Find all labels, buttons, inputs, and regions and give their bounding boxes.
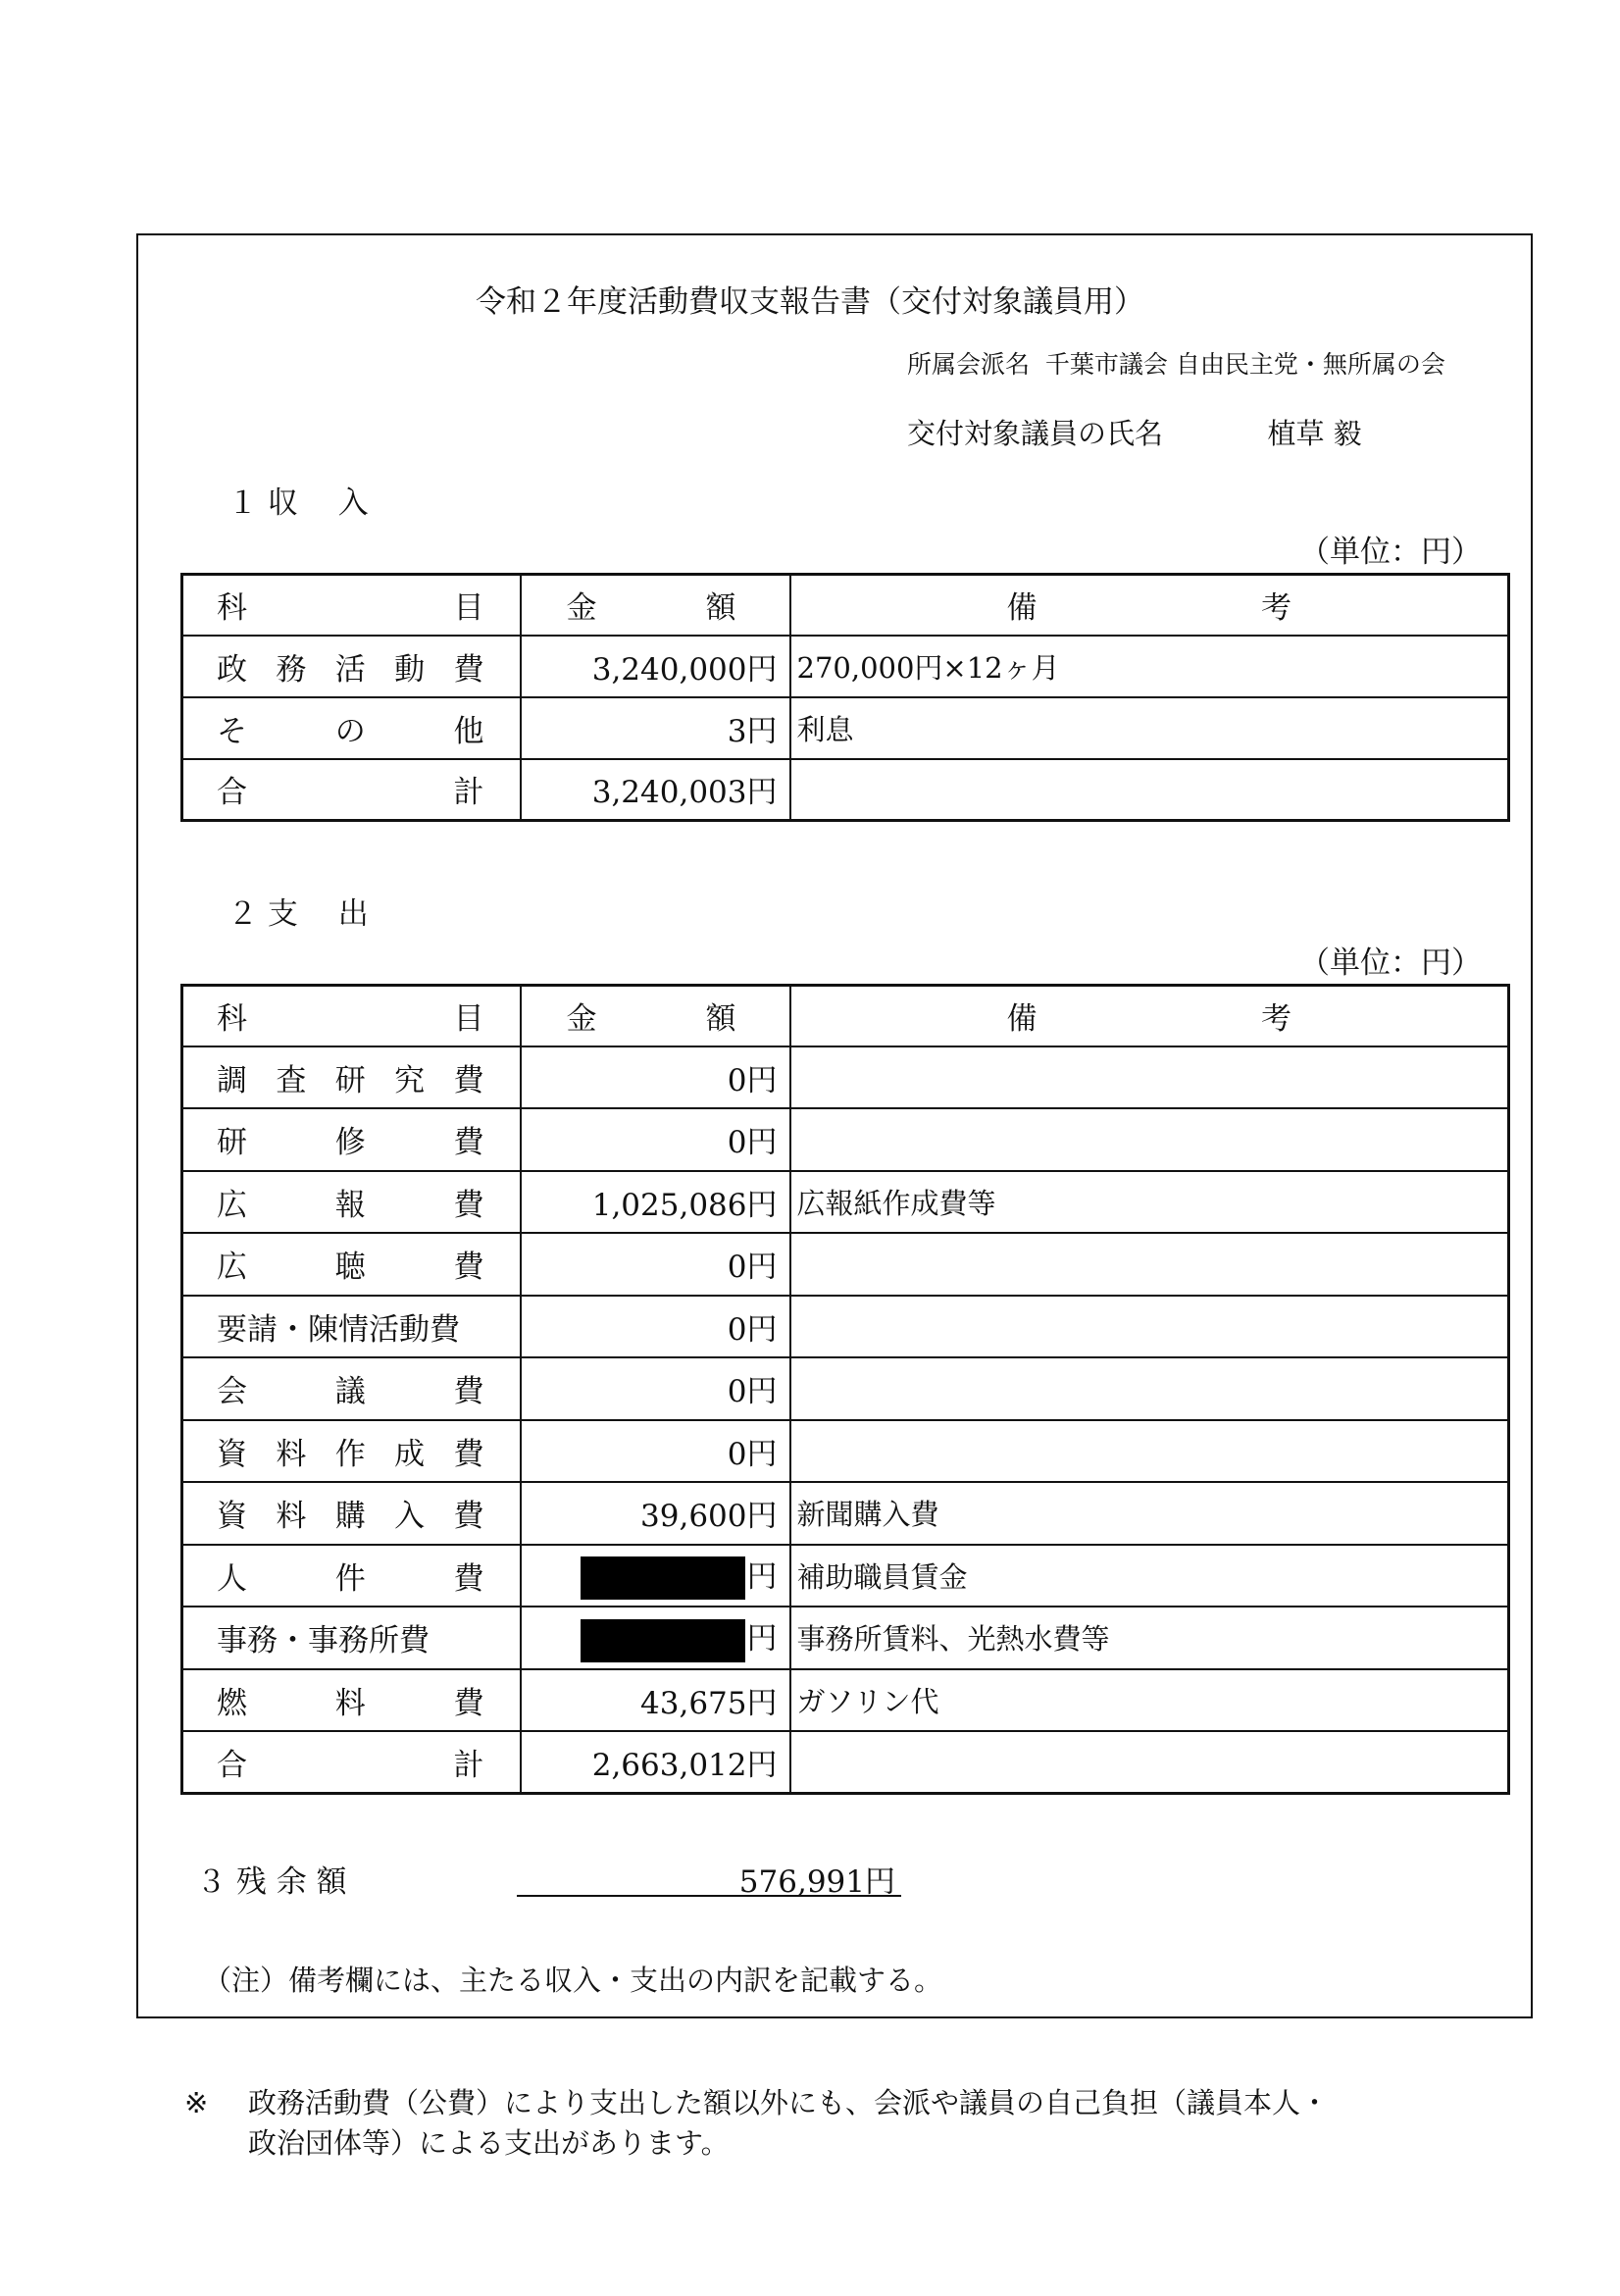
row-remark: 事務所賃料、光熱水費等 <box>790 1607 1509 1669</box>
table-row <box>182 1046 1509 1109</box>
row-remark <box>790 1233 1509 1296</box>
row-subject: 要請・陳情活動費 <box>182 1296 521 1358</box>
row-amount: 39,600円 <box>521 1482 790 1545</box>
row-amount: 3円 <box>521 697 790 759</box>
row-amount: 0円 <box>521 1357 790 1420</box>
row-amount: 3,240,003円 <box>521 759 790 821</box>
row-amount: 0円 <box>521 1233 790 1296</box>
row-remark <box>790 759 1509 821</box>
row-subject: 資料購入費 <box>182 1482 521 1545</box>
row-remark <box>790 1731 1509 1794</box>
row-subject: 会議費 <box>182 1357 521 1420</box>
row-remark: 補助職員賃金 <box>790 1545 1509 1607</box>
row-amount: 2,663,012円 <box>521 1731 790 1794</box>
row-remark <box>790 1046 1509 1109</box>
table-note: （注）備考欄には、主たる収入・支出の内訳を記載する。 <box>203 1964 943 1997</box>
table-row <box>182 1607 1509 1669</box>
table-row <box>182 1420 1509 1483</box>
table-row <box>182 1669 1509 1732</box>
column-header-remark: 備 考 <box>790 986 1509 1046</box>
row-remark: ガソリン代 <box>790 1669 1509 1732</box>
table-row <box>182 1296 1509 1358</box>
row-amount-unit: 円 <box>746 1621 778 1657</box>
row-remark <box>790 1420 1509 1483</box>
report-title: 令和２年度活動費収支報告書（交付対象議員用） <box>476 284 1144 320</box>
table-row <box>182 1357 1509 1420</box>
table-row <box>182 1108 1509 1171</box>
row-remark: 利息 <box>790 697 1509 759</box>
column-header-amount: 金 額 <box>521 575 790 636</box>
row-subject: 広報費 <box>182 1171 521 1234</box>
column-header-subject: 科 目 <box>182 986 521 1046</box>
table-row <box>182 697 1509 759</box>
row-remark: 新聞購入費 <box>790 1482 1509 1545</box>
row-remark: 270,000円×12ヶ月 <box>790 636 1509 697</box>
expense-unit: （単位：円） <box>1299 945 1482 981</box>
table-row <box>182 759 1509 821</box>
row-amount-unit: 円 <box>746 1558 778 1595</box>
row-subject: 合計 <box>182 1731 521 1794</box>
row-amount: 0円 <box>521 1046 790 1109</box>
row-subject: 広聴費 <box>182 1233 521 1296</box>
redaction-block <box>581 1619 745 1662</box>
table-row <box>182 1482 1509 1545</box>
income-unit: （単位：円） <box>1299 535 1482 570</box>
expense-table <box>180 984 1510 1795</box>
row-amount: 0円 <box>521 1108 790 1171</box>
table-row <box>182 1171 1509 1234</box>
balance-label: ３ 残 余 額 <box>196 1864 347 1900</box>
table-row <box>182 636 1509 697</box>
row-amount <box>521 1607 790 1669</box>
row-subject: 事務・事務所費 <box>182 1607 521 1669</box>
faction-value: 千葉市議会 自由民主党・無所属の会 <box>1044 350 1445 379</box>
table-row <box>182 1233 1509 1296</box>
row-remark: 広報紙作成費等 <box>790 1171 1509 1234</box>
member-row <box>907 412 1362 452</box>
faction-row <box>907 345 1445 381</box>
redaction-block <box>581 1556 745 1600</box>
row-amount: 43,675円 <box>521 1669 790 1732</box>
member-label: 交付対象議員の氏名 <box>907 417 1164 450</box>
income-header-row <box>182 575 1509 636</box>
balance-value: 576,991円 <box>738 1864 895 1900</box>
row-subject: 調査研究費 <box>182 1046 521 1109</box>
column-header-subject: 科 目 <box>182 575 521 636</box>
income-heading: １ 収 入 <box>228 485 369 521</box>
footnote-mark: ※ <box>184 2086 209 2119</box>
row-amount: 0円 <box>521 1296 790 1358</box>
row-remark <box>790 1108 1509 1171</box>
row-subject: その他 <box>182 697 521 759</box>
row-amount: 0円 <box>521 1420 790 1483</box>
row-remark <box>790 1357 1509 1420</box>
table-row <box>182 1731 1509 1794</box>
member-name: 植草 毅 <box>1267 417 1362 450</box>
row-amount: 3,240,000円 <box>521 636 790 697</box>
table-row <box>182 1545 1509 1607</box>
income-table <box>180 573 1510 822</box>
balance-underline <box>517 1895 901 1897</box>
row-amount: 1,025,086円 <box>521 1171 790 1234</box>
column-header-amount: 金 額 <box>521 986 790 1046</box>
expense-heading: ２ 支 出 <box>228 896 369 932</box>
row-subject: 合計 <box>182 759 521 821</box>
footnote-line-2: 政治団体等）による支出があります。 <box>248 2126 730 2160</box>
row-subject: 燃料費 <box>182 1669 521 1732</box>
column-header-remark: 備 考 <box>790 575 1509 636</box>
row-remark <box>790 1296 1509 1358</box>
row-subject: 資料作成費 <box>182 1420 521 1483</box>
footnote-line-1: 政務活動費（公費）により支出した額以外にも、会派や議員の自己負担（議員本人・ <box>248 2086 1330 2119</box>
row-subject: 研修費 <box>182 1108 521 1171</box>
row-subject: 人件費 <box>182 1545 521 1607</box>
row-subject: 政務活動費 <box>182 636 521 697</box>
row-amount <box>521 1545 790 1607</box>
faction-label: 所属会派名 <box>907 350 1031 379</box>
expense-header-row <box>182 986 1509 1046</box>
